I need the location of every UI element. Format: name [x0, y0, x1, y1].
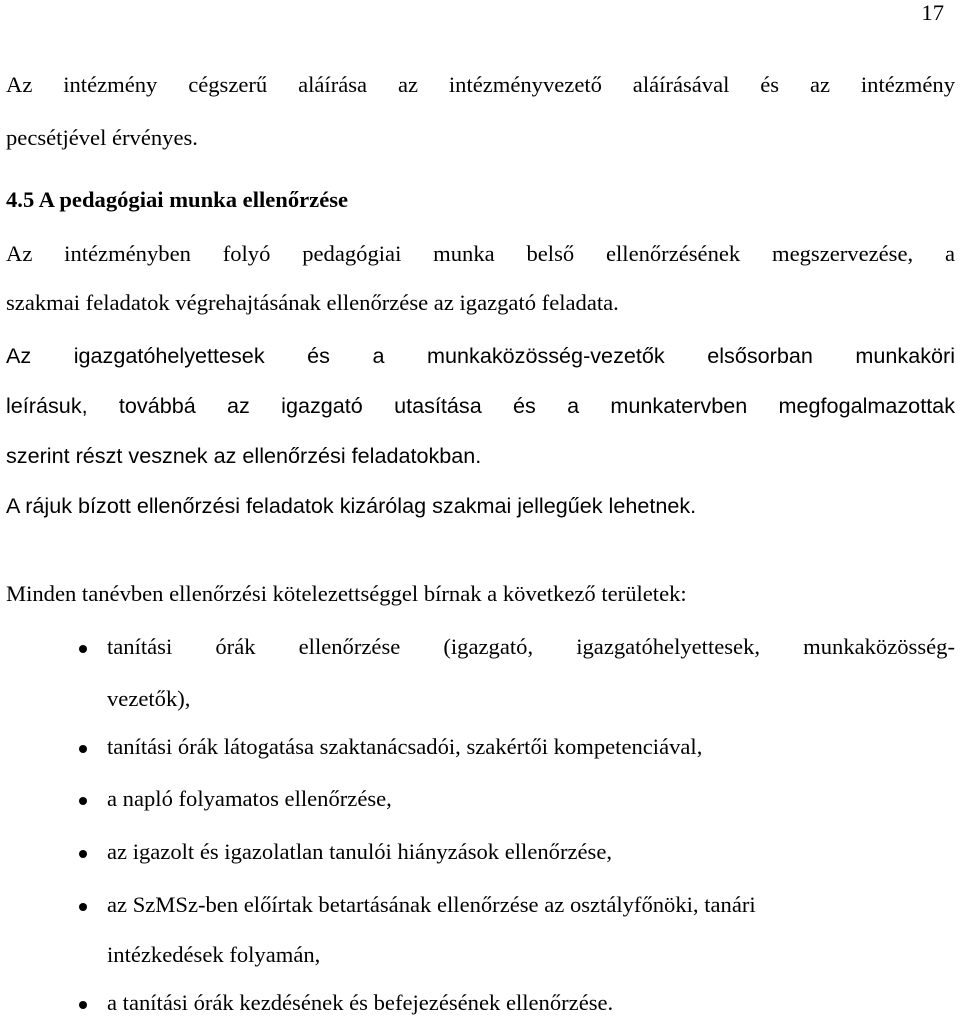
list-item-2: tanítási órák látogatása szaktanácsadói, szakértői kompetenciával,	[107, 734, 703, 759]
paragraph-2-line-3: szerint részt vesznek az ellenőrzési feladatokban.	[6, 443, 482, 468]
list-item-6: a tanítási órák kezdésének és befejezésének ellenőrzése.	[107, 990, 614, 1015]
list-item-4: az igazolt és igazolatlan tanulói hiányzások ellenőrzése,	[107, 839, 613, 864]
intro-line-2: pecsétjével érvényes.	[6, 125, 198, 150]
bullet-icon	[79, 797, 87, 805]
section-heading: 4.5 A pedagógiai munka ellenőrzése	[6, 187, 349, 212]
bullet-icon	[79, 1001, 87, 1009]
list-item-3: a napló folyamatos ellenőrzése,	[107, 786, 392, 811]
page-number: 17	[921, 0, 944, 25]
bullet-icon	[79, 850, 87, 858]
list-item-1-line-1: tanítási órák ellenőrzése (igazgató, igazgatóhelyettesek, munkaközösség-	[107, 634, 955, 659]
bullet-icon	[79, 745, 87, 753]
bullet-icon	[79, 645, 87, 653]
paragraph-3: A rájuk bízott ellenőrzési feladatok kizárólag szakmai jellegűek lehetnek.	[6, 493, 697, 518]
bullet-icon	[79, 903, 87, 911]
list-item-1-line-2: vezetők),	[107, 686, 191, 711]
list-item-5-line-1: az SzMSz-ben előírtak betartásának ellenőrzése az osztályfőnöki, tanári	[107, 892, 756, 917]
intro-line-1: Az intézmény cégszerű aláírása az intézményvezető aláírásával és az intézmény	[6, 72, 955, 97]
list-intro: Minden tanévben ellenőrzési kötelezettséggel bírnak a következő területek:	[6, 581, 687, 606]
paragraph-2-line-1: Az igazgatóhelyettesek és a munkaközösség-vezetők elsősorban munkaköri	[6, 343, 955, 368]
paragraph-1-line-2: szakmai feladatok végrehajtásának ellenőrzése az igazgató feladata.	[6, 290, 619, 315]
list-item-5-line-2: intézkedések folyamán,	[107, 942, 321, 967]
paragraph-1-line-1: Az intézményben folyó pedagógiai munka belső ellenőrzésének megszervezése, a	[6, 241, 955, 266]
paragraph-2-line-2: leírásuk, továbbá az igazgató utasítása és a munkatervben megfogalmazottak	[6, 393, 955, 418]
